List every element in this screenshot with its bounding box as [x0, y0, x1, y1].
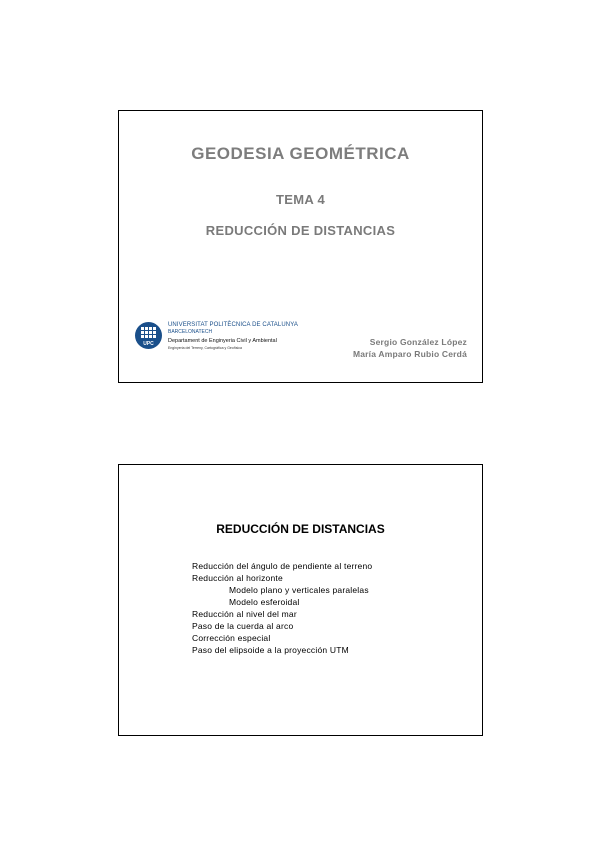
- list-item: Reducción al nivel del mar: [192, 609, 297, 619]
- contents-title: REDUCCIÓN DE DISTANCIAS: [216, 522, 385, 536]
- author-2: María Amparo Rubio Cerdá: [352, 349, 467, 359]
- list-item: Reducción al horizonte: [192, 573, 283, 583]
- university-logo: [135, 322, 305, 354]
- list-item: Paso del elipsoide a la proyección UTM: [192, 645, 349, 655]
- list-item: Modelo plano y verticales paralelas: [229, 585, 369, 595]
- list-item: Modelo esferoidal: [229, 597, 300, 607]
- list-item: Corrección especial: [192, 633, 271, 643]
- title-slide: [118, 110, 483, 383]
- authors: [353, 336, 467, 360]
- list-item: Reducción del ángulo de pendiente al terreno: [192, 561, 373, 571]
- list-item: Paso de la cuerda al arco: [192, 621, 294, 631]
- topic-title: REDUCCIÓN DE DISTANCIAS: [205, 223, 396, 238]
- logo-mark-text: UPC: [143, 341, 154, 347]
- topic-number: TEMA 4: [276, 192, 325, 207]
- university-city: BARCELONATECH: [168, 329, 213, 335]
- author-1: Sergio González López: [369, 337, 467, 347]
- contents-slide: [118, 464, 483, 736]
- course-title: GEODESIA GEOMÉTRICA: [191, 144, 410, 163]
- university-name: UNIVERSITAT POLITÈCNICA DE CATALUNYA: [168, 322, 298, 328]
- department-name: Departament de Enginyeria Civil y Ambiental: [168, 338, 277, 344]
- logo-text: [168, 322, 298, 352]
- contents-list: [192, 560, 372, 656]
- upc-logo-icon: [135, 322, 162, 349]
- department-subtext: Enginyeria del Terreny, Cartogràfica y Geofísica: [168, 346, 242, 350]
